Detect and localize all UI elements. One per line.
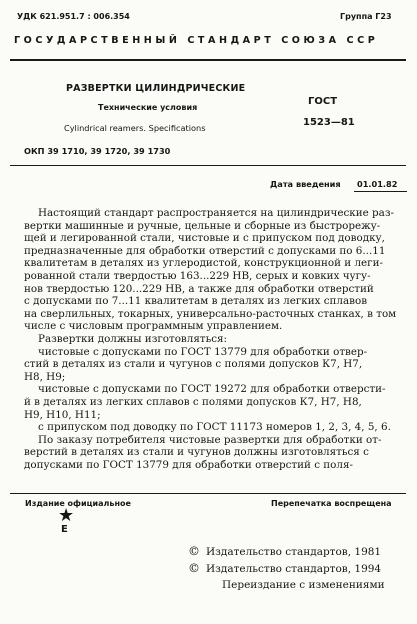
gost-label: ГОСТ bbox=[308, 96, 338, 107]
body-line: нов твердостью 120...229 НВ, а также для обработки отверстий bbox=[24, 282, 374, 295]
body-line: Развертки должны изготовляться: bbox=[38, 332, 228, 345]
body-line: числе с числовым программным управлением. bbox=[24, 320, 283, 333]
document-subtitle: Технические условия bbox=[98, 103, 198, 112]
reissue-note: Переиздание с изменениями bbox=[222, 579, 385, 591]
body-line: допусками по ГОСТ 13779 для обработки отверстий с поля- bbox=[24, 458, 353, 471]
copyright-line-1 bbox=[188, 544, 381, 558]
body-line: на сверлильных, токарных, универсально-расточных станках, в том bbox=[24, 307, 397, 320]
top-rule bbox=[10, 59, 406, 61]
copyright-icon: © bbox=[188, 544, 200, 558]
body-line: квалитетам в деталях из углеродистой, конструкционной и леги- bbox=[24, 257, 383, 270]
star-icon: ★ bbox=[58, 505, 75, 526]
body-line: щей и легированной стали, чистовые и с припуском под доводку, bbox=[24, 232, 385, 245]
body-line: й в деталях из легких сплавов с полями допусков К7, Н7, Н8, bbox=[24, 395, 362, 408]
copyright-text-1: Издательство стандартов, 1981 bbox=[206, 546, 382, 558]
document-title-english: Cylindrical reamers. Specifications bbox=[64, 123, 206, 133]
udk-code: УДК 621.951.7 : 006.354 bbox=[17, 12, 130, 21]
body-line: чистовые с допусками по ГОСТ 19272 для обработки отверсти- bbox=[38, 383, 386, 396]
middle-rule bbox=[10, 165, 406, 166]
state-standard-heading: ГОСУДАРСТВЕННЫЙ СТАНДАРТ СОЮЗА ССР bbox=[14, 35, 379, 46]
copyright-text-2: Издательство стандартов, 1994 bbox=[206, 563, 382, 575]
introduction-date-label: Дата введения bbox=[270, 179, 341, 189]
document-title: РАЗВЕРТКИ ЦИЛИНДРИЧЕСКИЕ bbox=[66, 83, 246, 94]
okp-codes: ОКП 39 1710, 39 1720, 39 1730 bbox=[24, 146, 171, 156]
body-line: рованной стали твердостью 163...229 НВ, серых и ковких чугу- bbox=[24, 269, 371, 282]
bottom-rule bbox=[10, 493, 406, 494]
body-line: с припуском под доводку по ГОСТ 11173 номеров 1, 2, 3, 4, 5, 6. bbox=[38, 421, 391, 434]
body-line: предназначенные для обработки отверстий с допусками по 6...11 bbox=[24, 244, 386, 257]
body-line: стий в деталях из стали и чугунов с полями допусков К7, Н7, bbox=[24, 358, 363, 371]
body-line: По заказу потребителя чистовые развертки для обработки от- bbox=[38, 433, 382, 446]
body-line: Н9, Н10, Н11; bbox=[24, 408, 101, 421]
gost-number: 1523—81 bbox=[303, 117, 355, 128]
body-text bbox=[24, 207, 396, 471]
introduction-date: 01.01.82 bbox=[357, 179, 398, 189]
body-line: чистовые с допусками по ГОСТ 13779 для обработки отвер- bbox=[38, 345, 368, 358]
official-edition-label: Издание официальное bbox=[25, 499, 131, 508]
copyright-icon: © bbox=[188, 561, 200, 575]
copyright-line-2 bbox=[188, 561, 381, 575]
introduction-date-underline bbox=[354, 191, 407, 192]
body-line: с допусками по 7...11 квалитетам в деталях из легких сплавов bbox=[24, 295, 368, 308]
body-line: вертки машинные и ручные, цельные и сборные из быстрорежу- bbox=[24, 219, 381, 232]
body-line: Н8, Н9; bbox=[24, 370, 66, 383]
body-line: верстий в деталях из стали и чугунов должны изготовляться с bbox=[24, 446, 369, 459]
edition-letter: Е bbox=[61, 524, 68, 535]
body-line: Настоящий стандарт распространяется на цилиндрические раз- bbox=[38, 207, 394, 219]
group-code: Группа Г23 bbox=[340, 12, 392, 21]
reprint-prohibited-label: Перепечатка воспрещена bbox=[271, 499, 392, 508]
